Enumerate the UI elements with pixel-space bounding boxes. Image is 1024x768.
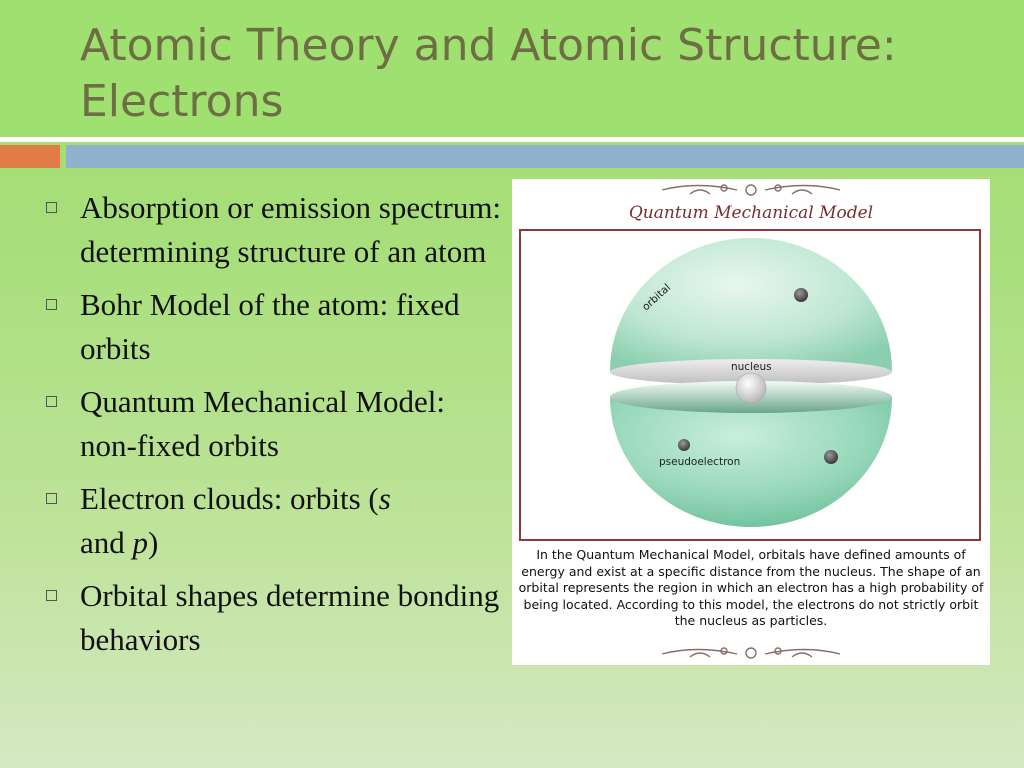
- bullet-item: [42, 477, 502, 565]
- orbital-p-label: p: [132, 525, 149, 560]
- bullet-text-middle: and: [80, 525, 133, 560]
- pseudoelectron-label: pseudoelectron: [659, 456, 741, 468]
- figure-title: Quantum Mechanical Model: [628, 203, 874, 223]
- bullet-square-icon: [46, 493, 57, 504]
- accent-bar-blue: [66, 145, 1024, 168]
- bullet-square-icon: [46, 299, 57, 310]
- orbital-label: orbital: [639, 281, 674, 314]
- slide-title-line-1: Atomic Theory and Atomic Structure:: [80, 20, 897, 71]
- figure-caption: In the Quantum Mechanical Model, orbitals have defined amounts of energy and exist at a specific distance from the nucleus. The shape of an orbital represents the region in which an electron has a high probability of being located. According to this model, the electrons do not strictly orbit the nucleus as particles.: [518, 547, 984, 628]
- bullet-text-prefix: Electron clouds: orbits (: [80, 481, 379, 516]
- figure-frame: [519, 229, 981, 541]
- bullet-square-icon: [46, 202, 57, 213]
- bullet-text: Quantum Mechanical Model: non-fixed orbits: [80, 384, 446, 463]
- bullet-item: [42, 574, 502, 662]
- bullet-item: [42, 380, 502, 468]
- orbital-s-label: s: [378, 481, 391, 516]
- header-divider: [0, 137, 1024, 142]
- top-flourish-icon: [662, 185, 840, 195]
- bullet-item: [42, 283, 502, 371]
- slide-title: [80, 18, 980, 130]
- bullet-text: Orbital shapes determine bonding behaviors: [80, 578, 500, 657]
- accent-bar-orange: [0, 145, 60, 168]
- quantum-model-figure: [512, 179, 990, 665]
- bullet-text: Bohr Model of the atom: fixed orbits: [80, 287, 460, 366]
- bullet-text: Absorption or emission spectrum: determining structure of an atom: [80, 190, 502, 269]
- bullet-list: [42, 186, 502, 671]
- bullet-square-icon: [46, 396, 57, 407]
- bullet-square-icon: [46, 590, 57, 601]
- slide-title-line-2: Electrons: [80, 76, 284, 127]
- bottom-flourish-icon: [662, 648, 840, 658]
- bullet-item: [42, 186, 502, 274]
- nucleus-label: nucleus: [731, 361, 772, 373]
- bullet-text-suffix: ): [148, 525, 159, 560]
